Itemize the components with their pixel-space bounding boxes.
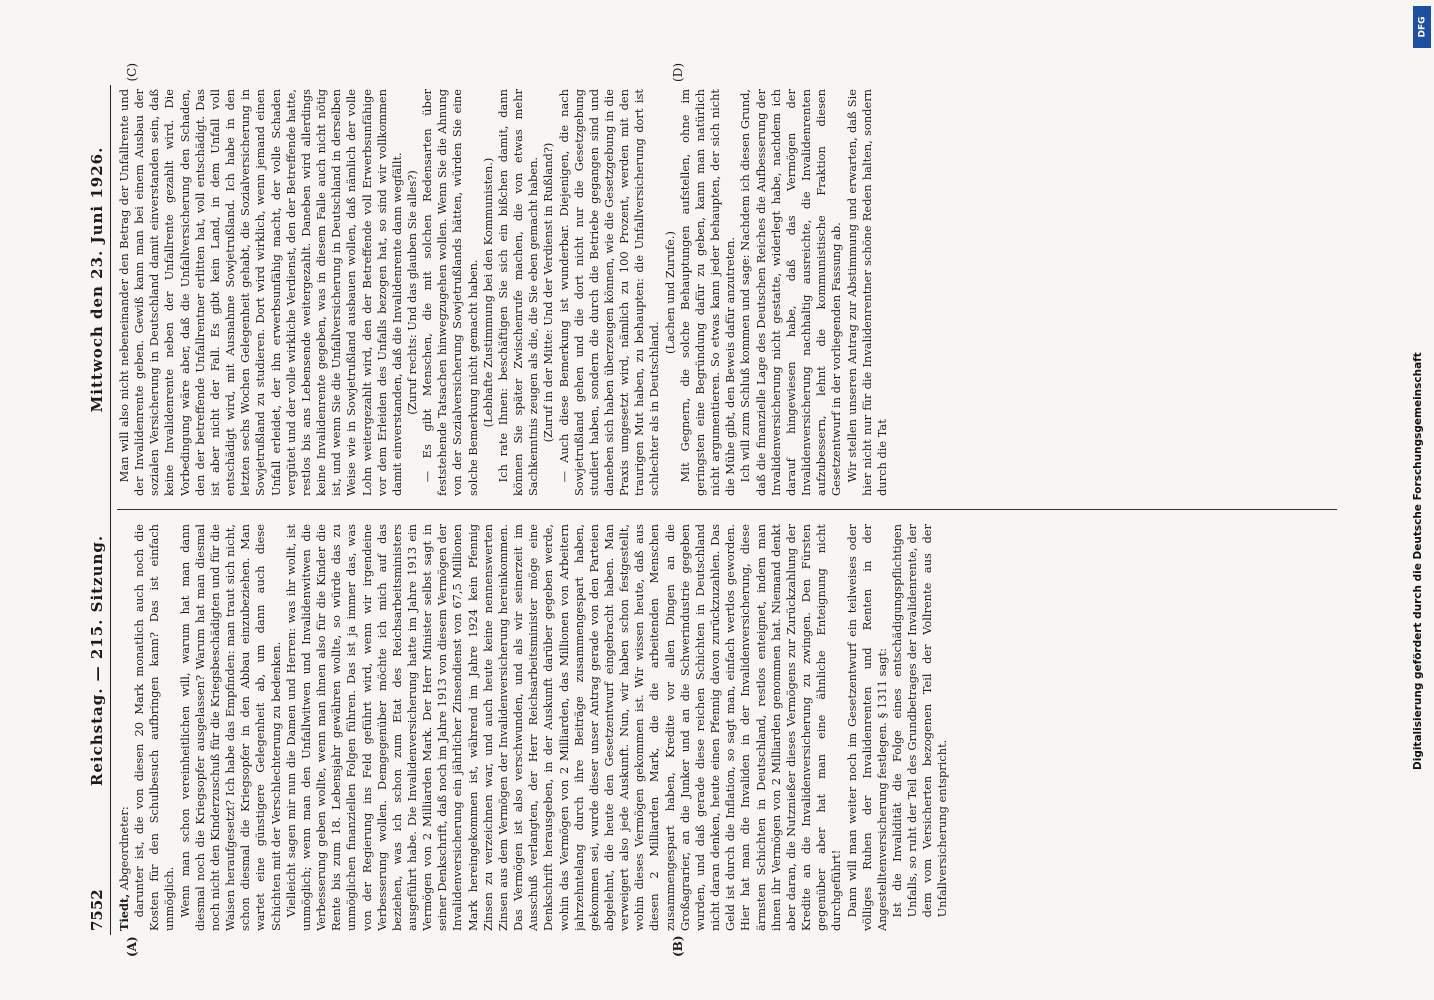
paragraph: Ich rate Ihnen: beschäftigen Sie sich ein bißchen damit, dann können Sie später Zwischenrufe machen, die von etwas mehr Sachkenntnis zeugen als die, die Sie eben gemacht haben. [495,89,541,496]
margin-marker-a: (A) [125,936,139,957]
paragraph: — Es gibt Menschen, die mit solchen Redensarten über feststehende Tatsachen hinwegzugehen wollen. Wenn Sie die Ahnung von der Sozialversicherung Sowjetrußlands hätten, würden Sie eine solche Bemerkung nicht gemacht haben. [420,89,480,496]
quoted-law: Ist die Invalidität die Folge eines entschädigungspflichtigen Unfalls, so ruht der Teil des Grundbetrages der Invalidenrente, der dem vom Versicherten bezogenen Teil der Vollrente aus der Unfallversicherung entspricht. [889,524,950,918]
page-header [88,85,111,935]
left-column [117,524,1337,931]
rotated-document-page [80,63,1350,957]
margin-marker-d: (D) [671,63,685,82]
header-right-title: Mittwoch den 23. Juni 1926. [88,146,106,413]
paragraph: — Auch diese Bemerkung ist wunderbar. Diejenigen, die nach Sowjetrußland gehen und die dort nicht nur die Gesetzgebung studiert haben, sondern die durch die Betriebe gegangen sind und daneben sich haben überzeugen können, wie die Gesetzgebung in die Praxis umgesetzt wird, nämlich zu 100 Prozent, werden mit den traurigen Mut haben, zu behaupten: die Unfallversicherung dort ist schlechter als in Deutschland. [556,89,662,496]
interjection: (Lachen und Zurufe.) [662,231,677,354]
paragraph: Man will also nicht nebeneinander den Betrag der Unfallrente und der Invalidenrente geben. Gewiß kann man bei einem Ausbau der sozialen Versicherung in Deutschland damit einverstanden sein, daß keine Invalidenrente neben der Unfallrente gezahlt wird. Die Vorbedingung wäre aber, daß die Unfallversicherung den Schaden, den der betreffende Unfallrentner erlitten hat, voll entschädigt. Das ist aber nicht der Fall. Es gibt kein Land, in dem Unfall voll entschädigt wird, mit Ausnahme Sowjetrußland. Ich habe in den letzten sechs Wochen Gelegenheit gehabt, die Sozialversicherung in Sowjetrußland zu studieren. Dort wird wirklich, wenn jemand einen Unfall erleidet, der ihn erwerbsunfähig macht, der volle Schaden vergütet und der volle wirkliche Verdienst, den der Betreffende hatte, restlos bis ans Lebensende weitergezahlt. Daneben wird allerdings keine Invalidenrente gegeben, was in diesem Falle auch nicht nötig ist, und wenn Sie die Unfallversicherung in Deutschland in derselben Weise wie in Sowjetrußland ausbauen wollen, daß nämlich der volle Lohn weitergezahlt wird, den der Betreffende voll Erwerbsunfähige vor dem Erleiden des Unfalls bezogen hat, so sind wir vollkommen damit einverstanden, daß die Invalidenrente dann wegfällt. [117,89,404,496]
interjection: (Zuruf rechts: Und das glauben Sie alles?) [404,170,419,415]
column-divider [117,509,1337,510]
paragraph: Wenn man schon vereinheitlichen will, warum hat man dann diesmal noch die Kriegsopfer ausgelassen? Warum hat man diesmal noch nicht den Kinderzuschuß für die Kriegsbeschädigten und für die Waisen heraufgesetzt? Ich habe das Empfinden: man traut sich nicht, schon diesmal die Kriegsopfer in den Abbau einzubeziehen. Man wartet eine günstigere Gelegenheit ab, um dann auch diese Schichten mit der Verschlechterung zu bedenken. [177,524,283,931]
page-number: 7552 [88,889,106,931]
header-left-title: Reichstag. — 215. Sitzung. [88,534,106,787]
paragraph: Dann will man weiter noch im Gesetzentwurf ein teilweises oder völliges Ruhen der Invalidenrenten und Renten in der Angestelltenversicherung festlegen. § 1311 sagt: [844,524,889,931]
interjection: (Lebhafte Zustimmung bei den Kommunisten.) [480,157,495,428]
margin-marker-b: (B) [671,935,685,957]
digitization-credit: Digitalisierung gefördert durch die Deutsche Forschungsgemeinschaft [1412,352,1424,770]
paragraph: Wir stellen unseren Antrag zur Abstimmung und erwarten, daß Sie hier nicht nur für die Invalidenrentner schöne Reden halten, sondern durch die Tat [844,89,889,496]
speaker-name: Tiedt, [117,893,131,931]
paragraph: Vielleicht sagen mir nun die Damen und Herren: was ihr wollt, ist unmöglich; wenn man den Unfallwitwen und Invalidenwitwen die Verbesserung geben wollte, wenn man ihnen also für die Kinder die Rente bis zum 18. Lebensjahr gewähren wollte, so würde das zu unmöglichen finanziellen Folgen führen. Das ist ja immer das, was von der Regierung ins Feld geführt wird, wenn wir irgendeine Verbesserung wollen. Demgegenüber möchte ich mich auf das beziehen, was ich schon zum Etat des Reichsarbeitsministers ausgeführt habe. Die Invalidenversicherung hatte im Jahre 1913 ein Vermögen von 2 Milliarden Mark. Der Herr Minister selbst sagt in seiner Denkschrift, daß noch im Jahre 1913 von diesem Vermögen der Invalidenversicherung ein jährlicher Zinsendienst von 67,5 Millionen Mark hereingekommen ist, während im Jahre 1924 kein Pfennig Zinsen zu verzeichnen war, und auch heute keine nennenswerten Zinsen aus dem Vermögen der Invalidenversicherung hereinkommen. Das Vermögen ist also verschwunden, und als wir seinerzeit im Ausschuß verlangten, der Herr Reichsarbeitsminister möge eine Denkschrift herausgeben, in der Auskunft darüber gegeben werde, wohin das Vermögen von 2 Milliarden, das Millionen von Arbeitern jahrzehntelang durch ihre Beiträge zusammengespart haben, gekommen sei, wurde dieser unser Antrag gerade von den Parteien abgelehnt, die heute den Gesetzentwurf eingebracht haben. Man verweigert also jede Auskunft. Nun, wir haben schon festgestellt, wohin dieses Vermögen gekommen ist. Wir wissen heute, daß aus diesen 2 Milliarden Mark, die die arbeitenden Menschen zusammengespart haben, Kredite vor allen Dingen an die Großagrarier, an die Junker und an die Schwerindustrie gegeben wurden, und daß gerade diese reichen Schichten in Deutschland nicht daran denken, heute einen Pfennig davon zurückzuzahlen. Das Geld ist durch die Inflation, so sagt man, einfach wertlos geworden. Hier hat man die Invaliden in der Invalidenversicherung, diese ärmsten Schichten in Deutschland, restlos enteignet, indem man ihnen ihr Vermögen von 2 Milliarden genommen hat. Niemand denkt aber daran, die Nutznießer dieses Vermögens zur Zurückzahlung der Kredite an die Invalidenversicherung zu zwingen. Den Fürsten gegenüber aber hat man eine ähnliche Enteignung nicht durchgeführt! [283,524,844,931]
speaker-role: Abgeordneter: [117,806,131,891]
margin-marker-c: (C) [125,63,139,82]
paragraph: Mit Gegnern, die solche Behauptungen aufstellen, ohne im geringsten eine Begründung dafür zu geben, kann man natürlich nicht argumentieren. So etwas kann jeder behaupten, der sich nicht die Mühe gibt, den Beweis dafür anzutreten. [677,89,738,496]
speaker-line [117,524,132,931]
dfg-logo: DFG [1413,6,1431,48]
text-columns [111,63,1337,957]
interjection: (Zuruf in der Mitte: Und der Verdienst in Rußland?) [541,142,556,443]
paragraph: Ich will zum Schluß kommen und sage: Nachdem ich diesen Grund, daß die finanzielle Lage des Deutschen Reiches die Aufbesserung der Invalidenversicherung nicht gestatte, widerlegt habe, nachdem ich darauf hingewiesen habe, daß das Vermögen der Invalidenversicherung nachhaltig ausreichte, die Invalidenrenten aufzubessern, lehnt die kommunistische Fraktion diesen Gesetzentwurf in der vorliegenden Fassung ab. [738,89,844,496]
paragraph: darunter ist, die von diesen 20 Mark monatlich auch noch die Kosten für den Schulbesuch aufbringen kann? Das ist einfach unmöglich. [132,524,177,931]
right-column [117,89,1337,496]
